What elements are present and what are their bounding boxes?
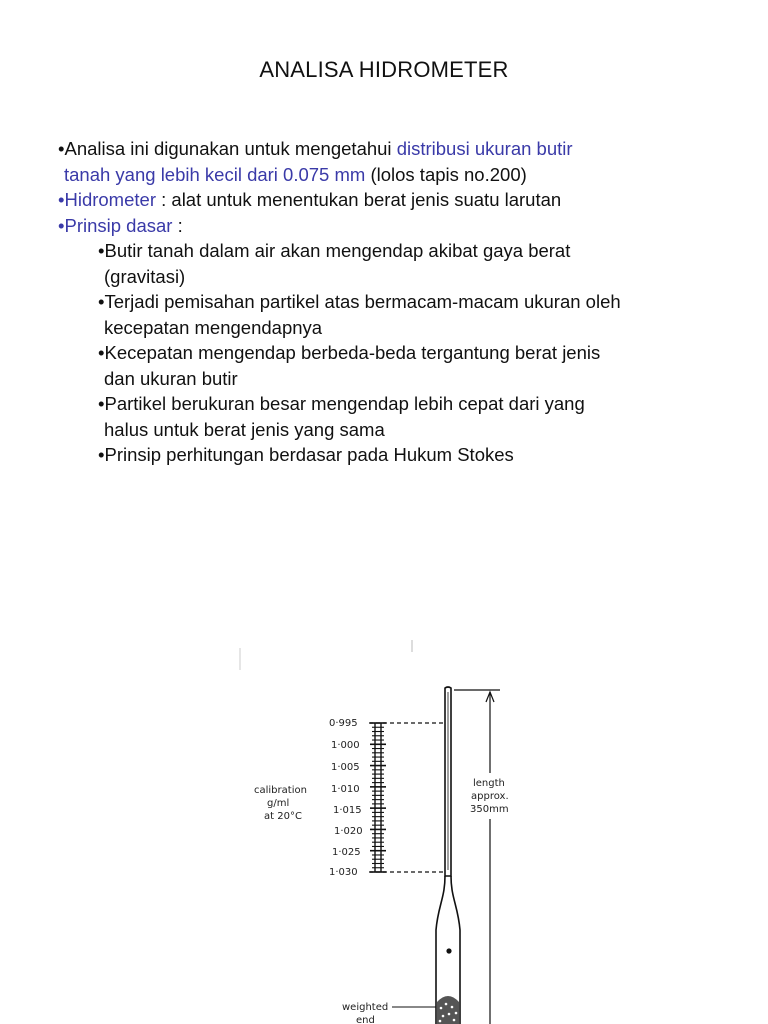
calibration-label	[254, 785, 307, 822]
svg-text:350mm: 350mm	[470, 804, 509, 815]
svg-text:at 20°C: at 20°C	[264, 811, 302, 822]
hydrometer-diagram	[232, 630, 532, 1024]
bullet-analisa-suffix: (lolos tapis no.200)	[365, 163, 527, 185]
sub-bullet-3-line1: •Kecepatan mengendap berbeda-beda tergantung berat jenis	[98, 342, 601, 363]
scale-label-1010: 1·010	[331, 784, 360, 795]
sub-bullet-5-line1: •Prinsip perhitungan berdasar pada Hukum Stokes	[98, 444, 514, 465]
sub-bullet-1-line2: (gravitasi)	[104, 265, 186, 287]
scale-label-0995: 0·995	[329, 718, 358, 729]
bullet-prinsip	[58, 213, 738, 239]
slide-title: ANALISA HIDROMETER	[259, 57, 509, 82]
sub-bullet-2-line2: kecepatan mengendapnya	[104, 316, 323, 338]
scale-label-1015: 1·015	[333, 805, 362, 816]
scale-label-1000: 1·000	[331, 740, 360, 751]
bullet-analisa-prefix: •Analisa ini digunakan untuk mengetahui	[58, 138, 397, 159]
length-label	[468, 773, 518, 819]
bulb-dot	[446, 948, 451, 953]
svg-text:weighted: weighted	[342, 1002, 389, 1013]
sub-bullet-3-line2: dan ukuran butir	[104, 367, 238, 389]
bullet-prinsip-term: •Prinsip dasar	[58, 214, 173, 236]
scale-label-1030: 1·030	[329, 867, 358, 878]
sub-bullet-4-line1: •Partikel berukuran besar mengendap lebih cepat dari yang	[98, 393, 585, 414]
scale-label-1020: 1·020	[334, 826, 363, 837]
bullet-hidrometer-term: •Hidrometer	[58, 189, 156, 210]
scale-labels	[329, 718, 363, 878]
bullet-hidrometer-text: : alat untuk menentukan berat jenis suatu larutan	[155, 189, 562, 210]
bullet-analisa-line1	[58, 136, 738, 162]
bullet-analisa-line2	[58, 162, 738, 188]
bullet-prinsip-text: :	[172, 214, 183, 236]
svg-text:approx.: approx.	[471, 791, 509, 802]
svg-text:calibration: calibration	[254, 785, 307, 796]
weighted-end-label	[342, 1002, 436, 1024]
sub-bullet-4-line2: halus untuk berat jenis yang sama	[104, 418, 385, 440]
bullet-analisa-highlight-a: distribusi ukuran butir	[396, 138, 573, 159]
calibration-scale	[370, 723, 386, 872]
weighted-end-shot	[437, 996, 459, 1024]
length-dimension	[454, 690, 500, 1024]
sub-bullet-2-line1: •Terjadi pemisahan partikel atas bermacam-macam ukuran oleh	[98, 291, 621, 312]
bullet-hidrometer	[58, 187, 738, 213]
hydrometer-stem	[445, 687, 451, 876]
hydrometer-figure	[232, 630, 532, 1024]
svg-text:length: length	[473, 778, 505, 789]
bullet-analisa-highlight-b: tanah yang lebih kecil dari 0.075 mm	[64, 163, 366, 185]
svg-text:g/ml: g/ml	[267, 798, 290, 809]
slide-body	[58, 136, 738, 468]
sub-bullet-1-line1: •Butir tanah dalam air akan mengendap akibat gaya berat	[98, 240, 571, 261]
scale-label-1025: 1·025	[332, 847, 361, 858]
svg-text:end: end	[356, 1015, 375, 1024]
scale-label-1005: 1·005	[331, 762, 360, 773]
